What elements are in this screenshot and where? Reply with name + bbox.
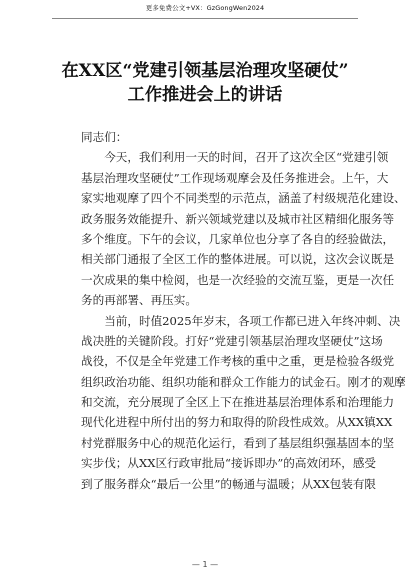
salutation: 同志们： <box>81 130 128 144</box>
body-line: 和交流，充分展现了全区上下在推进基层治理体系和治理能力 <box>81 395 395 410</box>
body-line: 当前，时值2025年岁末，各项工作都已进入年终冲刺、决 <box>81 313 401 328</box>
body-line: 今天，我们利用一天的时间，召开了这次全区“党建引领 <box>81 150 389 165</box>
body-line: 相关部门通报了全区工作的整体进展。可以说，这次会议既是 <box>81 252 395 267</box>
document-title-line-2: 工作推进会上的讲话 <box>127 85 283 105</box>
body-line: 基层治理攻坚硬仗”工作现场观摩会及任务推进会。上午，大 <box>81 170 389 185</box>
body-line: 村党群服务中心的规范化运行，看到了基层组织强基固本的坚 <box>81 435 395 450</box>
body-line: 到了服务群众“最后一公里”的畅通与温暖；从XX包装有限 <box>81 476 377 491</box>
document-title <box>40 59 370 107</box>
page-number: — 1 — <box>191 560 219 569</box>
body-line: 战役，不仅是全年党建工作考核的重中之重，更是检验各级党 <box>81 354 395 369</box>
body-line: 一次成果的集中检阅，也是一次经验的交流互鉴，更是一次任 <box>81 272 395 287</box>
header-divider <box>52 18 358 19</box>
body-line: 务的再部署、再压实。 <box>81 293 197 308</box>
body-line: 现代化进程中所付出的努力和取得的阶段性成效。从XX镇XX <box>81 415 393 430</box>
header-banner <box>0 0 410 14</box>
document-body <box>81 127 406 494</box>
document-title-line-1: 在XX区“党建引领基层治理攻坚硬仗” <box>61 61 349 81</box>
body-line: 多个维度。下午的会议，几家单位也分享了各自的经验做法， <box>81 231 395 246</box>
body-line: 实步伐；从XX区行政审批局“接诉即办”的高效闭环，感受 <box>81 456 377 471</box>
body-line: 政务服务效能提升、新兴领域党建以及城市社区精细化服务等 <box>81 211 395 226</box>
body-line: 战决胜的关键阶段。打好“党建引领基层治理攻坚硬仗”这场 <box>81 333 383 348</box>
body-line: 组织政治功能、组织功能和群众工作能力的试金石。刚才的观摩 <box>81 374 406 389</box>
header-banner-text: 更多免费公文+VX：GzGongWen2024 <box>145 3 265 12</box>
body-line: 家实地观摩了四个不同类型的示范点，涵盖了村级规范化建设、 <box>81 191 406 206</box>
